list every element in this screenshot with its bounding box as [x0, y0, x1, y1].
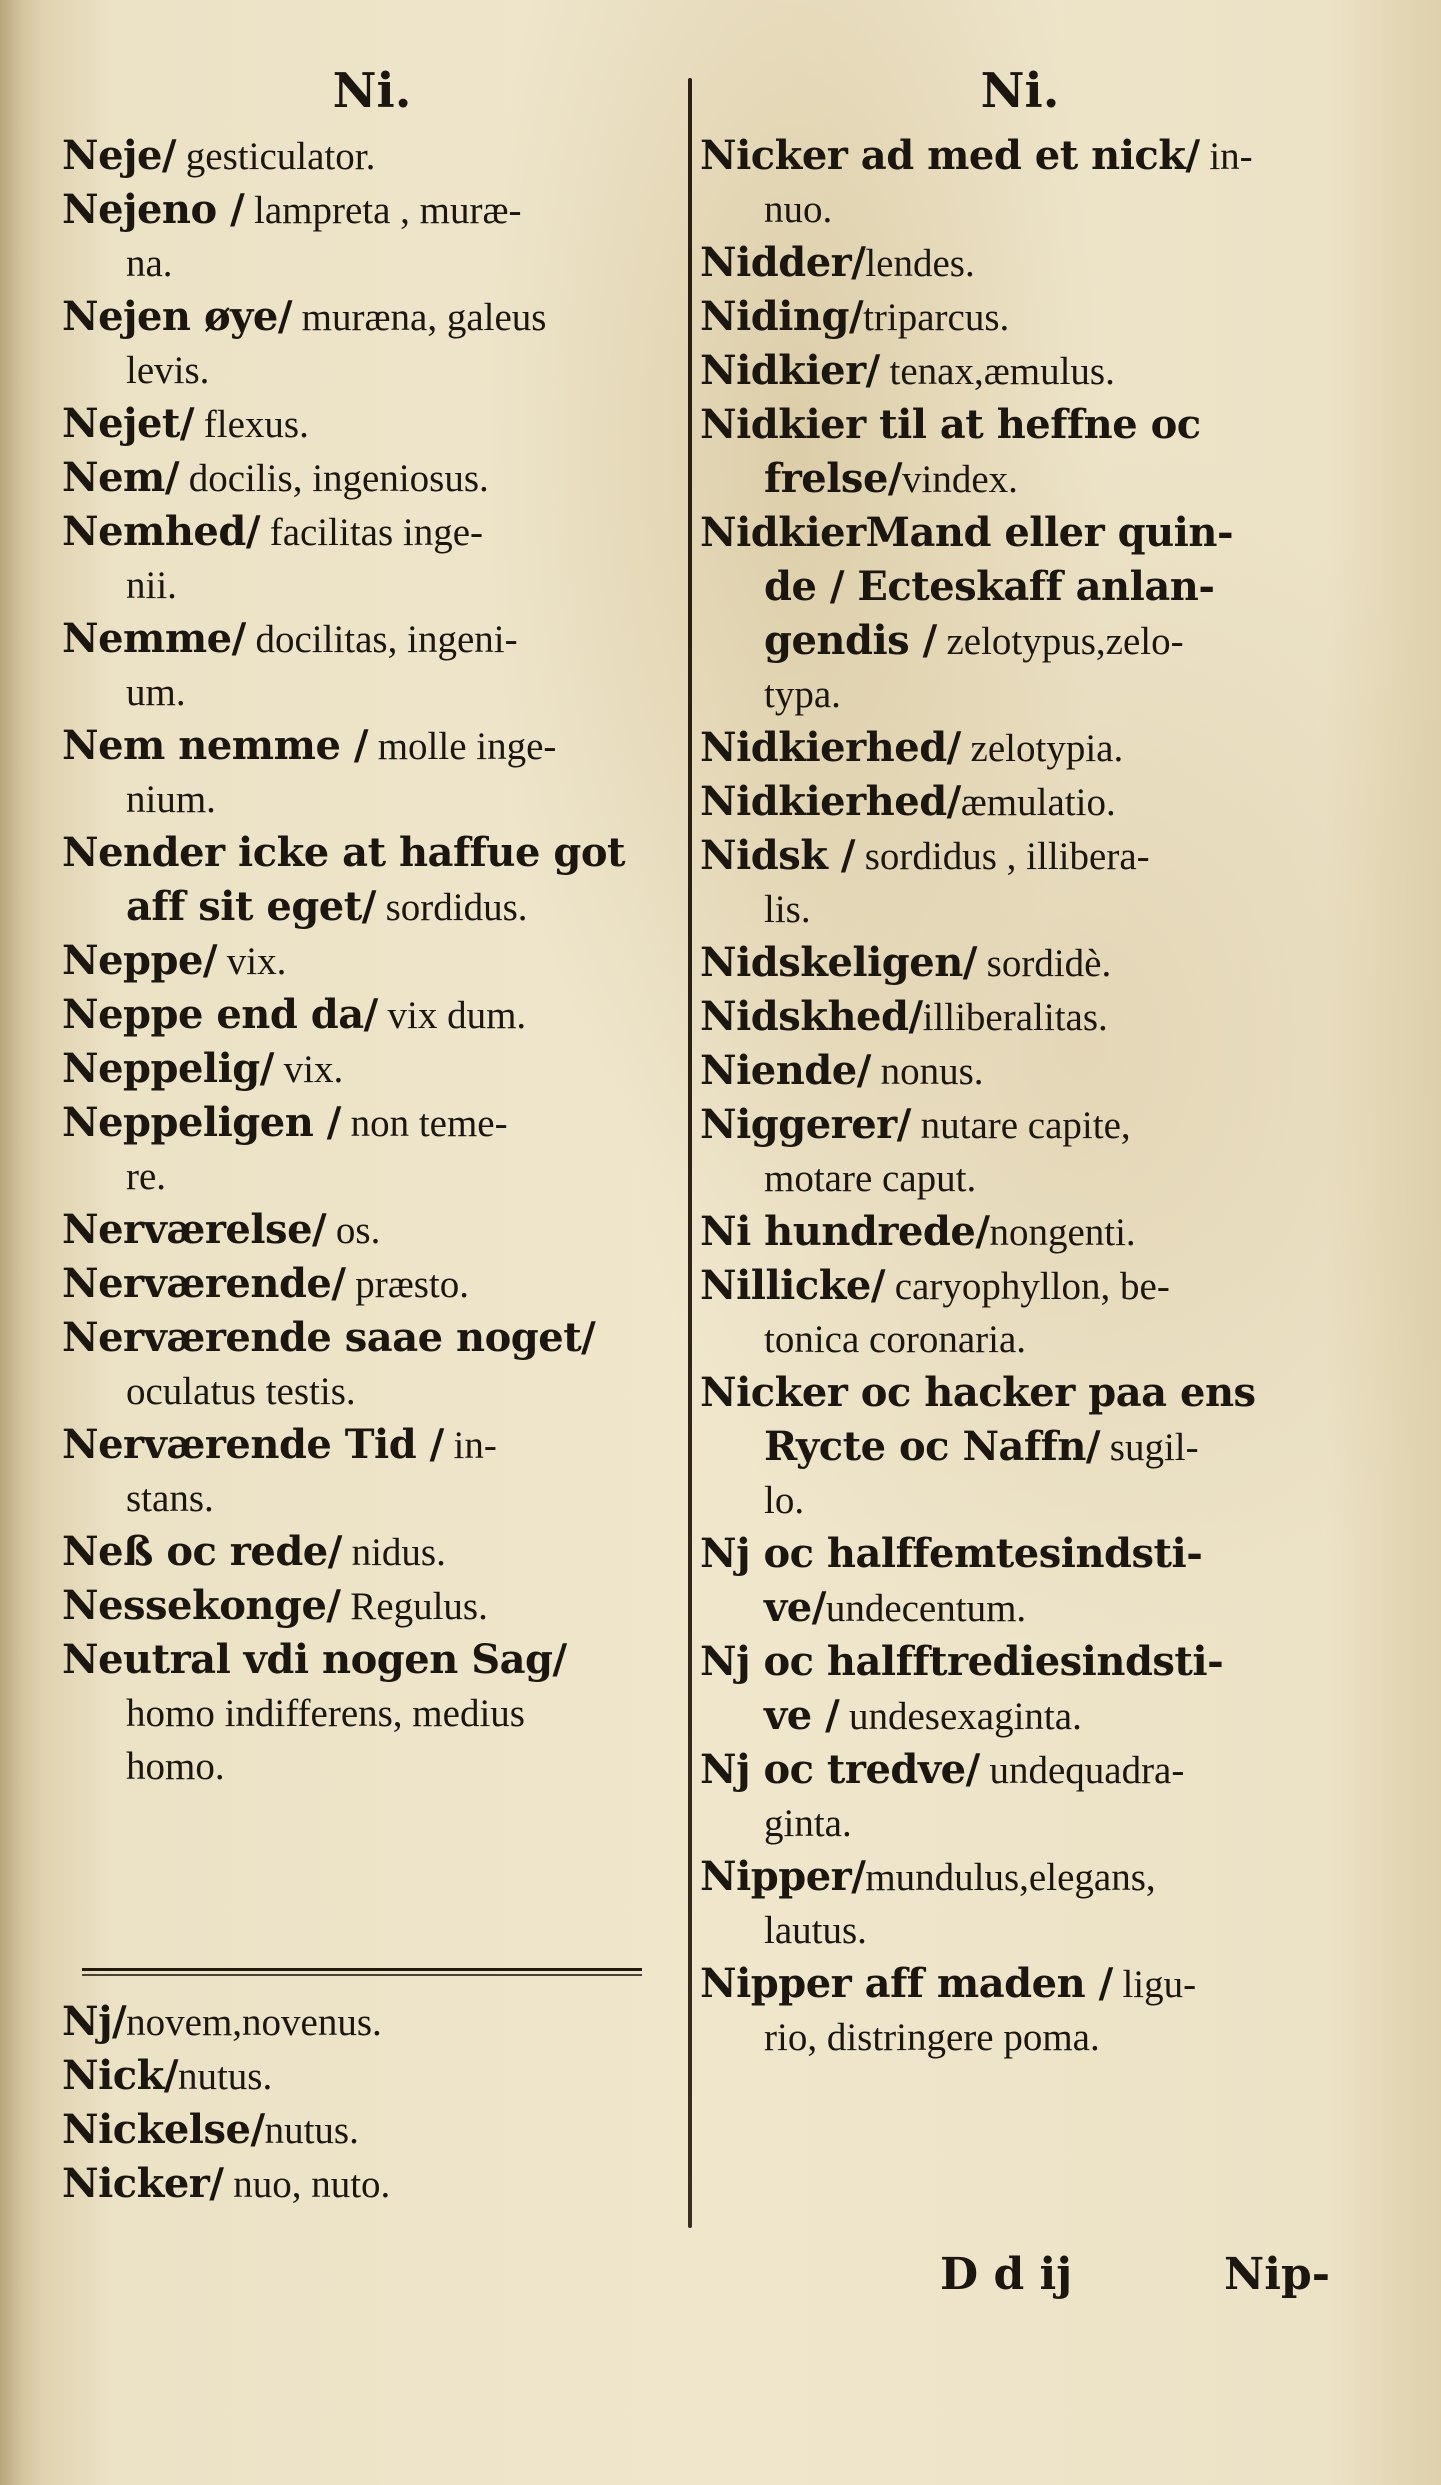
latin-gloss: typa. [764, 673, 841, 716]
headword: Nerværelse/ [62, 1206, 327, 1253]
latin-gloss: rio, distringere poma. [764, 2016, 1100, 2059]
entry-line [62, 826, 682, 880]
headword: Nj oc halfftrediesindsti- [700, 1638, 1224, 1685]
headword: Neß oc rede/ [62, 1528, 342, 1575]
dictionary-entry [700, 1205, 1340, 1259]
entry-line [62, 451, 682, 505]
latin-gloss: zelotypia. [960, 727, 1124, 770]
dictionary-entry [62, 290, 682, 397]
entry-line [700, 1527, 1340, 1581]
latin-gloss: vix dum. [377, 994, 527, 1037]
latin-gloss: oculatus testis. [126, 1370, 356, 1413]
entry-line [700, 1259, 1340, 1313]
latin-gloss: præsto. [345, 1263, 469, 1306]
headword: Nessekonge/ [62, 1582, 341, 1629]
latin-gloss: nuo, nuto. [223, 2163, 391, 2206]
entry-continuation-line [62, 1472, 682, 1525]
latin-gloss: docilitas, ingeni- [245, 618, 518, 661]
latin-gloss: nii. [126, 564, 177, 607]
latin-gloss: illiberalitas. [922, 996, 1108, 1039]
dictionary-entry [700, 129, 1340, 236]
right-column [700, 55, 1340, 2064]
dictionary-entry [62, 826, 682, 934]
dictionary-entry [62, 397, 682, 451]
entry-continuation-line [62, 666, 682, 719]
entry-line [62, 934, 682, 988]
entry-line [700, 290, 1340, 344]
headword: Nidder/ [700, 239, 866, 286]
latin-gloss: vindex. [902, 458, 1018, 501]
latin-gloss: molle inge- [367, 725, 557, 768]
latin-gloss: lendes. [865, 242, 975, 285]
headword: NidkierMand eller quin- [700, 509, 1234, 556]
headword: Niggerer/ [700, 1101, 911, 1148]
entry-continuation-line [700, 883, 1340, 936]
dictionary-entry [700, 344, 1340, 398]
headword: Nicker oc hacker paa ens [700, 1369, 1256, 1416]
headword: frelse/ [764, 455, 903, 502]
entry-continuation-line [700, 1152, 1340, 1205]
entry-line [62, 1096, 682, 1150]
entry-line [700, 236, 1340, 290]
headword: Nick/ [62, 2052, 178, 2099]
headword: Nidsk / [700, 832, 855, 879]
entry-continuation-line [700, 560, 1340, 614]
catchword: Nip- [1224, 2249, 1330, 2300]
headword: Neppelig/ [62, 1045, 274, 1092]
dictionary-entry [62, 2103, 390, 2157]
dictionary-entry [62, 1418, 682, 1525]
latin-gloss: non teme- [340, 1102, 508, 1145]
headword: Neppe/ [62, 937, 218, 984]
entry-line [700, 1044, 1340, 1098]
dictionary-entry [62, 2049, 390, 2103]
latin-gloss: undesexaginta. [839, 1695, 1082, 1738]
entry-line [62, 397, 682, 451]
entry-line [62, 2049, 390, 2103]
latin-gloss: sordidus. [375, 886, 528, 929]
entry-line [700, 1098, 1340, 1152]
dictionary-entry [700, 721, 1340, 775]
latin-gloss: lampreta , muræ- [244, 189, 522, 232]
latin-gloss: caryophyllon, be- [884, 1265, 1170, 1308]
entry-continuation-line [700, 452, 1340, 506]
dictionary-entry [700, 506, 1340, 721]
latin-gloss: gesticulator. [176, 135, 376, 178]
entry-continuation-line [62, 773, 682, 826]
entry-continuation-line [62, 1687, 682, 1740]
latin-gloss: na. [126, 242, 173, 285]
entry-continuation-line [700, 668, 1340, 721]
entry-line [700, 344, 1340, 398]
latin-gloss: sordidè. [976, 942, 1112, 985]
entry-continuation-line [700, 2011, 1340, 2064]
entry-continuation-line [62, 1150, 682, 1203]
headword: Nender icke at haffue got [62, 829, 625, 876]
dictionary-entry [700, 829, 1340, 936]
dictionary-entry [700, 936, 1340, 990]
latin-gloss: homo indifferens, medius [126, 1692, 525, 1735]
dictionary-entry [62, 1311, 682, 1418]
headword: Niende/ [700, 1047, 871, 1094]
latin-gloss: undequadra- [979, 1749, 1185, 1792]
headword: Nemme/ [62, 615, 246, 662]
entry-line [62, 988, 682, 1042]
latin-gloss: sordidus , illibera- [855, 835, 1150, 878]
headword: Nj oc halffemtesindsti- [700, 1530, 1203, 1577]
headword: Nicker ad med et nick/ [700, 132, 1200, 179]
latin-gloss: lis. [764, 888, 811, 931]
entry-line [62, 1995, 390, 2049]
latin-gloss: lautus. [764, 1909, 867, 1952]
headword: Rycte oc Naffn/ [764, 1423, 1101, 1470]
entry-line [62, 1579, 682, 1633]
latin-gloss: triparcus. [863, 296, 1010, 339]
headword: Nem nemme / [62, 722, 368, 769]
latin-gloss: um. [126, 671, 186, 714]
latin-gloss: zelotypus,zelo- [936, 620, 1184, 663]
headword: Nejen øye/ [62, 293, 292, 340]
entry-continuation-line [700, 1689, 1340, 1743]
latin-gloss: homo. [126, 1745, 225, 1788]
latin-gloss: in- [443, 1424, 497, 1467]
left-entry-list [62, 129, 682, 1793]
dictionary-entry [62, 1579, 682, 1633]
entry-continuation-line [700, 614, 1340, 668]
dictionary-entry [62, 988, 682, 1042]
headword: Nemhed/ [62, 508, 260, 555]
dictionary-entry [62, 1096, 682, 1203]
dictionary-entry [700, 1743, 1340, 1850]
dictionary-entry [700, 1366, 1340, 1527]
left-column [62, 55, 682, 2207]
entry-continuation-line [700, 183, 1340, 236]
entry-line [700, 1205, 1340, 1259]
latin-gloss: nutus. [177, 2055, 273, 2098]
latin-gloss: stans. [126, 1477, 214, 1520]
entry-line [62, 129, 682, 183]
headword: Neppeligen / [62, 1099, 341, 1146]
headword: Neje/ [62, 132, 177, 179]
dictionary-entry [62, 719, 682, 826]
entry-line [700, 775, 1340, 829]
dictionary-entry [62, 129, 682, 183]
latin-gloss: undecentum. [825, 1587, 1027, 1630]
latin-gloss: mundulus,elegans, [865, 1856, 1156, 1899]
entry-line [700, 1635, 1340, 1689]
latin-gloss: novem,novenus. [126, 2001, 382, 2044]
entry-line [62, 1311, 682, 1365]
headword: Nerværende saae noget/ [62, 1314, 596, 1361]
latin-gloss: ligu- [1112, 1963, 1197, 2006]
latin-gloss: nidus. [341, 1531, 446, 1574]
headword: Niding/ [700, 293, 864, 340]
dictionary-entry [700, 290, 1340, 344]
entry-continuation-line [62, 1365, 682, 1418]
headword: Nillicke/ [700, 1262, 885, 1309]
dictionary-entry [62, 1257, 682, 1311]
latin-gloss: motare caput. [764, 1157, 977, 1200]
headword: Nidkier/ [700, 347, 880, 394]
latin-gloss: flexus. [194, 403, 309, 446]
column-divider [688, 78, 692, 2228]
page-footer [940, 2240, 1330, 2310]
headword: Neutral vdi nogen Sag/ [62, 1636, 567, 1683]
entry-continuation-line [700, 1313, 1340, 1366]
latin-gloss: in- [1199, 135, 1253, 178]
dictionary-entry [62, 1995, 390, 2049]
entry-line [62, 2157, 390, 2211]
headword: Nejet/ [62, 400, 195, 447]
dictionary-entry [700, 1850, 1340, 1957]
entry-line [700, 1850, 1340, 1904]
latin-gloss: nongenti. [989, 1211, 1136, 1254]
dictionary-entry [700, 1044, 1340, 1098]
dictionary-entry [700, 1259, 1340, 1366]
latin-gloss: nutare capite, [910, 1104, 1131, 1147]
latin-gloss: vix. [217, 940, 287, 983]
right-entry-list [700, 129, 1340, 2064]
dictionary-entry [62, 1203, 682, 1257]
latin-gloss: æmulatio. [960, 781, 1116, 824]
latin-gloss: nuo. [764, 188, 833, 231]
dictionary-entry [62, 1525, 682, 1579]
signature-mark: D d ij [940, 2249, 1073, 2300]
latin-gloss: sugil- [1100, 1426, 1199, 1469]
entry-line [62, 183, 682, 237]
headword: Ni hundrede/ [700, 1208, 990, 1255]
entry-line [700, 1743, 1340, 1797]
headword: Nidskhed/ [700, 993, 923, 1040]
headword: Nejeno / [62, 186, 245, 233]
entry-line [62, 1257, 682, 1311]
dictionary-entry [700, 990, 1340, 1044]
dictionary-entry [62, 505, 682, 612]
entry-line [700, 129, 1340, 183]
headword: Nidskeligen/ [700, 939, 977, 986]
headword: ve / [764, 1692, 840, 1739]
entry-continuation-line [62, 344, 682, 397]
entry-line [700, 506, 1340, 560]
latin-gloss: docilis, ingeniosus. [178, 457, 489, 500]
dictionary-entry [62, 934, 682, 988]
entry-line [700, 936, 1340, 990]
entry-line [62, 1418, 682, 1472]
headword: Nj/ [62, 1998, 127, 2045]
latin-gloss: os. [326, 1209, 381, 1252]
dictionary-entry [700, 398, 1340, 506]
section-rule [62, 1965, 662, 1979]
dictionary-entry [700, 775, 1340, 829]
headword: Neppe end da/ [62, 991, 378, 1038]
dictionary-entry [700, 1957, 1340, 2064]
entry-line [700, 829, 1340, 883]
latin-gloss: tenax,æmulus. [879, 350, 1115, 393]
headword: Nidkierhed/ [700, 724, 961, 771]
entry-continuation-line [700, 1581, 1340, 1635]
headword: Nidkierhed/ [700, 778, 961, 825]
entry-line [700, 1957, 1340, 2011]
entry-line [62, 2103, 390, 2157]
dictionary-entry [700, 236, 1340, 290]
headword: Nipper aff maden / [700, 1960, 1113, 2007]
dictionary-entry [62, 183, 682, 290]
entry-continuation-line [62, 237, 682, 290]
latin-gloss: vix. [273, 1048, 344, 1091]
headword: Nickelse/ [62, 2106, 265, 2153]
latin-gloss: ginta. [764, 1802, 852, 1845]
left-running-head: Ni. [332, 63, 412, 119]
dictionary-entry [62, 451, 682, 505]
entry-line [700, 1366, 1340, 1420]
latin-gloss: facilitas inge- [259, 511, 484, 554]
dictionary-entry [62, 612, 682, 719]
dictionary-entry [62, 1042, 682, 1096]
entry-line [700, 990, 1340, 1044]
dictionary-entry [700, 1635, 1340, 1743]
headword: de / Ecteskaff anlan- [764, 563, 1215, 610]
entry-line [62, 1525, 682, 1579]
entry-line [62, 290, 682, 344]
left-entry-list-after-rule [62, 1995, 390, 2211]
dictionary-entry [700, 1098, 1340, 1205]
latin-gloss: tonica coronaria. [764, 1318, 1027, 1361]
latin-gloss: levis. [126, 349, 210, 392]
headword: aff sit eget/ [126, 883, 376, 930]
entry-continuation-line [700, 1904, 1340, 1957]
latin-gloss: Regulus. [340, 1585, 488, 1628]
headword: gendis / [764, 617, 937, 664]
headword: Nerværende Tid / [62, 1421, 444, 1468]
entry-continuation-line [62, 559, 682, 612]
entry-line [62, 612, 682, 666]
latin-gloss: re. [126, 1155, 167, 1198]
latin-gloss: muræna, galeus [291, 296, 547, 339]
entry-line [62, 1042, 682, 1096]
headword: Nipper/ [700, 1853, 866, 1900]
entry-line [700, 398, 1340, 452]
headword: Nem/ [62, 454, 179, 501]
headword: Nidkier til at heffne oc [700, 401, 1201, 448]
entry-line [62, 1203, 682, 1257]
latin-gloss: lo. [764, 1479, 805, 1522]
entry-continuation-line [700, 1420, 1340, 1474]
right-running-head: Ni. [980, 63, 1060, 119]
entry-line [62, 719, 682, 773]
binding-gutter [0, 0, 40, 2485]
headword: Nj oc tredve/ [700, 1746, 980, 1793]
latin-gloss: nonus. [870, 1050, 984, 1093]
entry-continuation-line [700, 1474, 1340, 1527]
headword: ve/ [764, 1584, 826, 1631]
latin-gloss: nium. [126, 778, 216, 821]
dictionary-entry [700, 1527, 1340, 1635]
dictionary-entry [62, 2157, 390, 2211]
entry-continuation-line [62, 1740, 682, 1793]
entry-line [62, 1633, 682, 1687]
entry-line [62, 505, 682, 559]
entry-line [700, 721, 1340, 775]
latin-gloss: nutus. [264, 2109, 359, 2152]
dictionary-entry [62, 1633, 682, 1793]
entry-continuation-line [700, 1797, 1340, 1850]
headword: Nerværende/ [62, 1260, 346, 1307]
headword: Nicker/ [62, 2160, 224, 2207]
entry-continuation-line [62, 880, 682, 934]
